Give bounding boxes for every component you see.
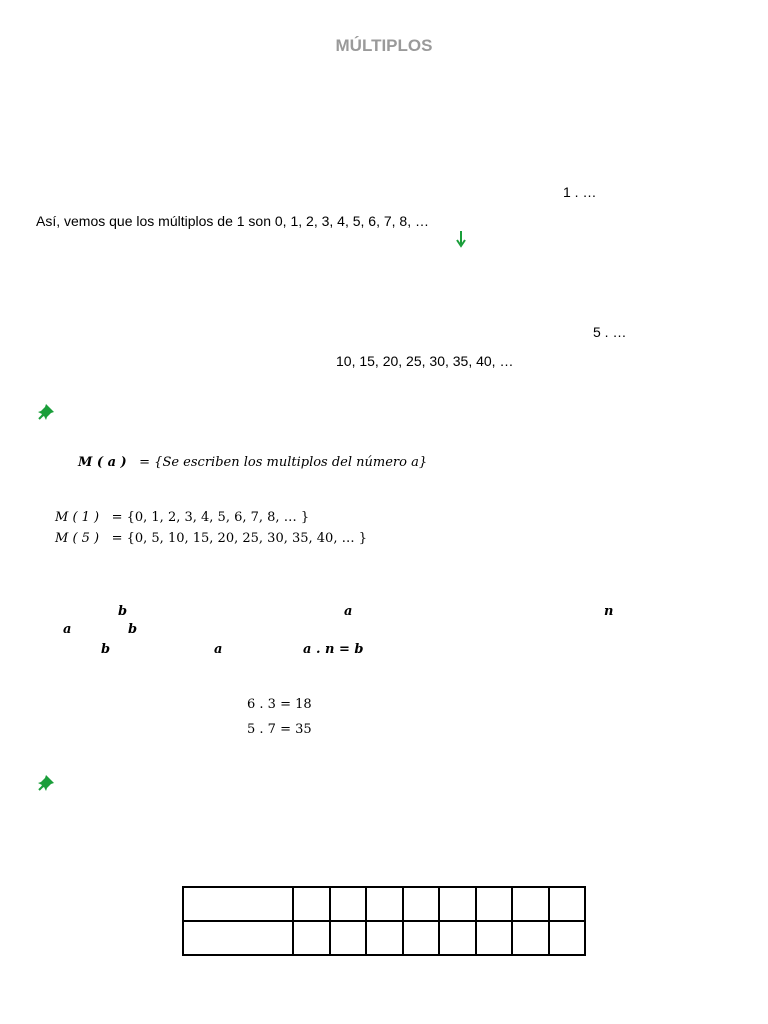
table-row: [183, 887, 585, 921]
var-a: a: [214, 642, 223, 657]
multiples-of-1-sentence: Así, vemos que los múltiplos de 1 son 0, 1, 2, 3, 4, 5, 6, 7, 8, …: [36, 213, 429, 229]
notation-definition: [78, 453, 427, 471]
table-cell[interactable]: [476, 921, 513, 955]
table-row: [183, 921, 585, 955]
var-a: a: [344, 604, 353, 619]
equation-an-b: a . n = b: [303, 642, 364, 657]
partial-text-1: 1 . …: [563, 184, 597, 200]
table-cell[interactable]: [366, 887, 403, 921]
table-cell[interactable]: [403, 887, 440, 921]
var-b: b: [128, 622, 138, 637]
m1-rhs: = {0, 1, 2, 3, 4, 5, 6, 7, 8, … }: [111, 510, 310, 525]
pushpin-icon: [37, 774, 55, 792]
m1-lhs: M ( 1 ): [55, 510, 100, 525]
multiples-set-5: [55, 529, 367, 547]
table-cell[interactable]: [293, 921, 330, 955]
notation-rhs: = {Se escriben los multiplos del número a}: [139, 455, 428, 470]
table-cell[interactable]: [293, 887, 330, 921]
table-cell[interactable]: [183, 887, 293, 921]
multiples-set-1: [55, 508, 309, 526]
multiples-table: [182, 886, 586, 956]
partial-text-5: 5 . …: [593, 324, 627, 340]
example-1: 6 . 3 = 18: [247, 697, 312, 712]
table-cell[interactable]: [183, 921, 293, 955]
table-cell[interactable]: [366, 921, 403, 955]
m5-lhs: M ( 5 ): [55, 531, 100, 546]
m5-rhs: = {0, 5, 10, 15, 20, 25, 30, 35, 40, … }: [111, 531, 367, 546]
table-cell[interactable]: [476, 887, 513, 921]
table-cell[interactable]: [439, 921, 476, 955]
page-title: MÚLTIPLOS: [335, 36, 433, 55]
table-cell[interactable]: [549, 921, 586, 955]
var-b: b: [101, 642, 111, 657]
table-cell[interactable]: [330, 921, 367, 955]
example-2: 5 . 7 = 35: [247, 722, 312, 737]
table-cell[interactable]: [403, 921, 440, 955]
pushpin-icon: [37, 403, 55, 421]
var-b: b: [118, 604, 128, 619]
table-cell[interactable]: [512, 921, 549, 955]
table-cell[interactable]: [330, 887, 367, 921]
table-cell[interactable]: [549, 887, 586, 921]
table-cell[interactable]: [512, 887, 549, 921]
notation-lhs: M ( a ): [78, 455, 127, 470]
var-a: a: [63, 622, 72, 637]
multiples-of-5-sequence: 10, 15, 20, 25, 30, 35, 40, …: [336, 353, 514, 369]
table-cell[interactable]: [439, 887, 476, 921]
var-n: n: [604, 604, 614, 619]
down-arrow-icon: [456, 230, 466, 248]
